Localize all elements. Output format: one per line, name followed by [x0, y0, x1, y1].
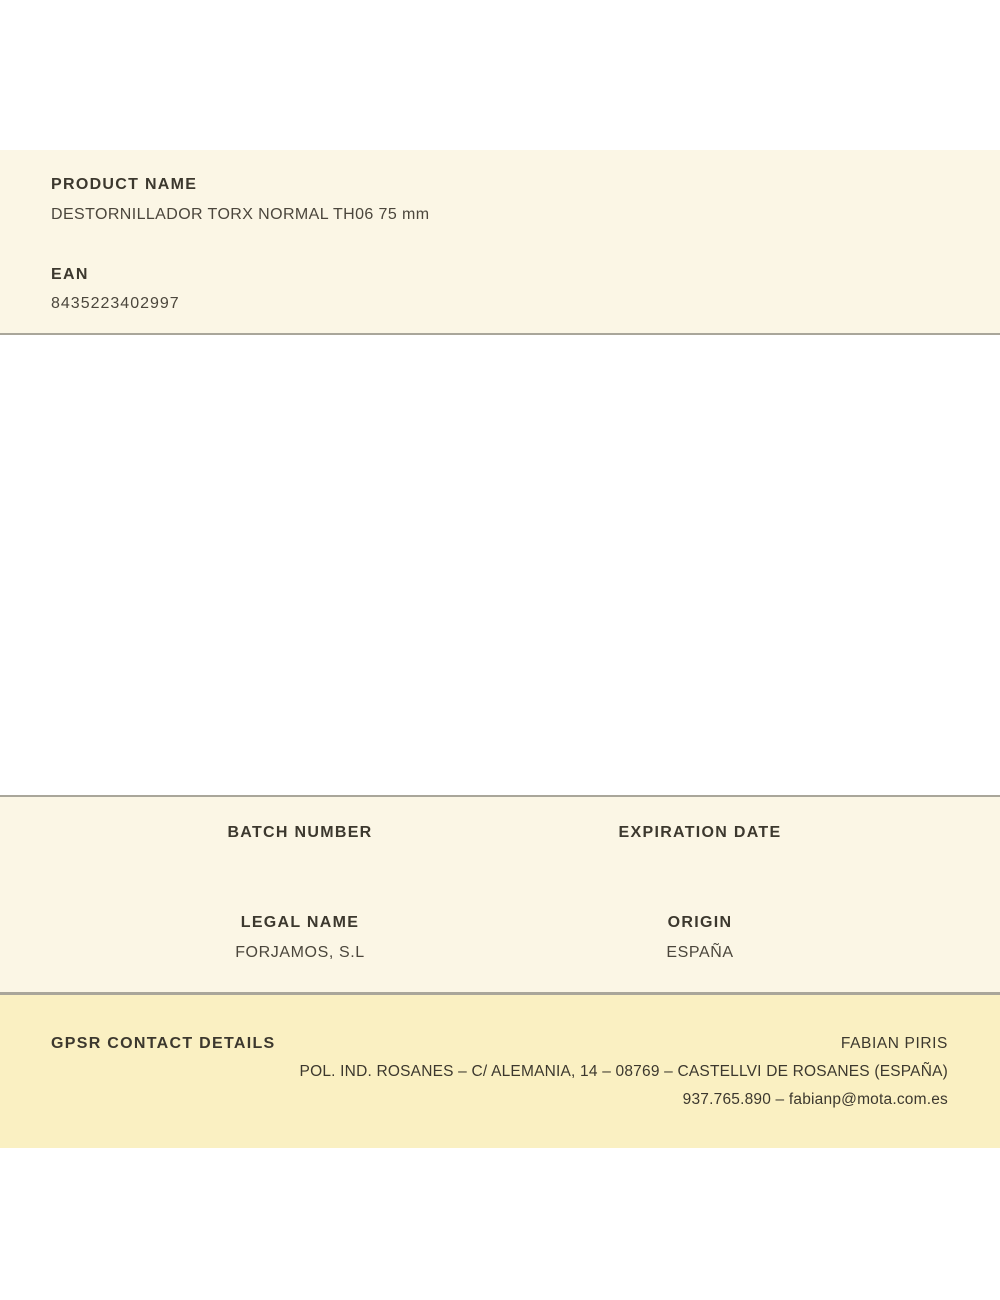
contact-phone-email: 937.765.890 – fabianp@mota.com.es	[682, 1091, 948, 1108]
gpsr-contact-row	[51, 1035, 948, 1052]
origin-label: ORIGIN	[667, 914, 733, 931]
contact-person-name: FABIAN PIRIS	[840, 1035, 948, 1052]
expiration-date-label: EXPIRATION DATE	[618, 824, 782, 841]
batch-number-label: BATCH NUMBER	[227, 824, 373, 841]
legal-name-value: FORJAMOS, S.L	[235, 944, 365, 961]
gpsr-contact-section	[0, 995, 1000, 1148]
expiration-date-cell	[500, 825, 900, 841]
ean-label: EAN	[51, 266, 89, 283]
ean-value: 8435223402997	[51, 295, 180, 312]
product-name-label: PRODUCT NAME	[51, 176, 198, 193]
batch-number-cell	[100, 825, 500, 841]
contact-address: POL. IND. ROSANES – C/ ALEMANIA, 14 – 08769 – CASTELLVI DE ROSANES (ESPAÑA)	[299, 1063, 948, 1080]
legal-name-label: LEGAL NAME	[240, 914, 360, 931]
batch-expiration-row	[100, 825, 900, 841]
origin-value: ESPAÑA	[666, 944, 734, 961]
legal-origin-row	[100, 915, 900, 961]
product-name-value: DESTORNILLADOR TORX NORMAL TH06 75 mm	[51, 206, 430, 223]
origin-cell	[500, 915, 900, 961]
product-section	[0, 150, 1000, 335]
batch-origin-section	[0, 795, 1000, 995]
gpsr-contact-label: GPSR CONTACT DETAILS	[51, 1035, 276, 1052]
legal-name-cell	[100, 915, 500, 961]
